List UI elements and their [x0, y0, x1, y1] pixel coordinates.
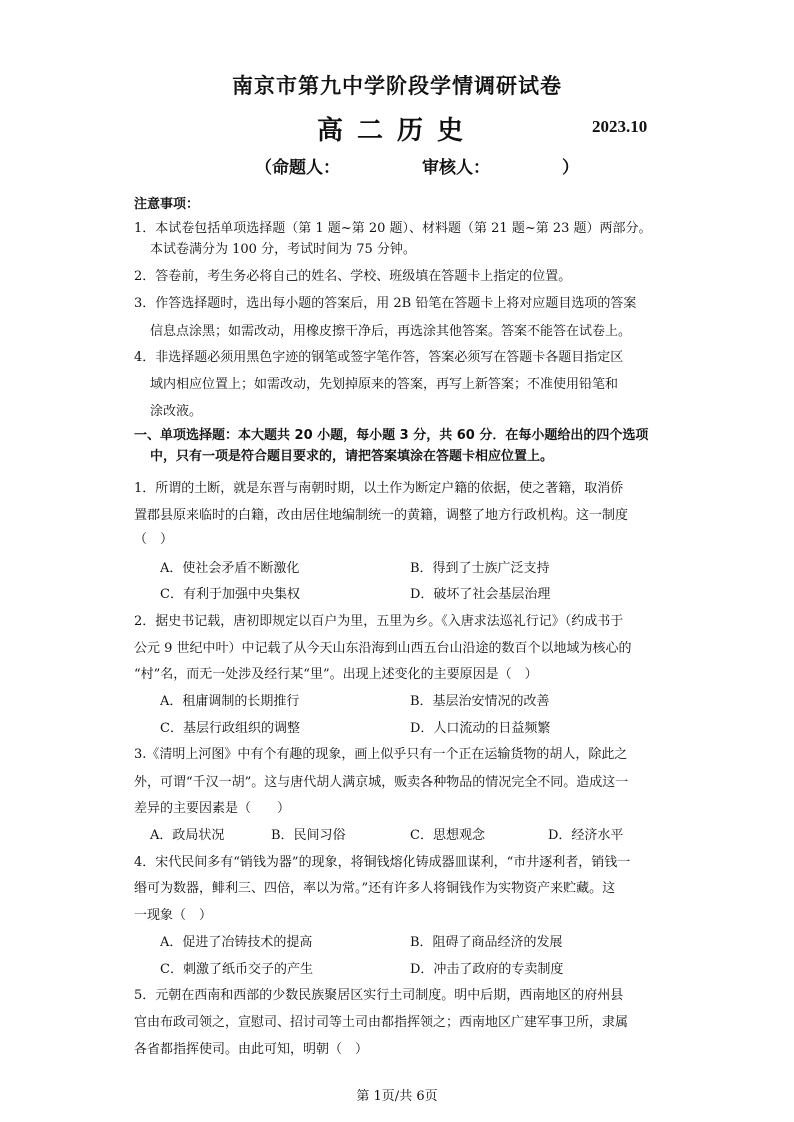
option-d[interactable]: D．破坏了社会基层治理 — [410, 587, 551, 602]
question-line: 置郡县原来临时的白籍，改由居住地编制统一的黄籍，调整了地方行政机构。这一制度 — [134, 508, 629, 523]
question-line: 2．据史书记载，唐初即规定以百户为里，五里为乡。《入唐求法巡礼行记》（约成书于 — [134, 614, 624, 629]
notice-line: 4．非选择题必须用黑色字迹的钢笔或签字笔作答，答案必须写在答题卡各题目指定区 — [134, 350, 624, 365]
school-title: 南京市第九中学阶段学情调研试卷 — [232, 74, 562, 98]
author-line — [255, 153, 579, 178]
author-label: （命题人： — [255, 158, 340, 178]
question-line: 一现象（ ） — [134, 908, 213, 923]
option-d[interactable]: D．经济水平 — [548, 828, 624, 843]
option-c[interactable]: C．刺激了纸币交子的产生 — [160, 962, 313, 977]
notice-line: 信息点涂黑；如需改动，用橡皮擦干净后，再选涂其他答案。答案不能答在试卷上。 — [150, 324, 632, 339]
option-b[interactable]: B．得到了士族广泛支持 — [410, 561, 550, 576]
notice-line: 域内相应位置上；如需改动，先划掉原来的答案，再写上新答案；不准使用铅笔和 — [150, 377, 619, 392]
question-line: 公元 9 世纪中叶）中记载了从今天山东沿海到山西五台山沿途的数百个以地域为核心的 — [134, 641, 632, 656]
notice-line: 本试卷满分为 100 分，考试时间为 75 分钟。 — [150, 242, 416, 257]
option-d[interactable]: D．冲击了政府的专卖制度 — [410, 962, 564, 977]
option-b[interactable]: B．基层治安情况的改善 — [410, 694, 550, 709]
question-line: 各省都指挥使司。由此可知，明朝（ ） — [134, 1042, 369, 1057]
question-line: 3.《清明上河图》中有个有趣的现象，画上似乎只有一个正在运输货物的胡人，除此之 — [134, 747, 628, 762]
section-heading: 中，只有一项是符合题目要求的，请把答案填涂在答题卡相应位置上。 — [150, 449, 554, 464]
close-paren: ） — [562, 158, 579, 178]
question-line: （ ） — [134, 532, 174, 547]
option-a[interactable]: A．促进了冶铸技术的提高 — [160, 935, 313, 950]
option-d[interactable]: D．人口流动的日益频繁 — [410, 721, 551, 736]
option-a[interactable]: A．使社会矛盾不断激化 — [160, 561, 300, 576]
subject-title: 高二历史 — [316, 116, 477, 146]
option-b[interactable]: B．民间习俗 — [271, 828, 346, 843]
notice-heading: 注意事项： — [134, 197, 200, 212]
option-a[interactable]: A．租庸调制的长期推行 — [160, 694, 300, 709]
notice-line: 涂改液。 — [150, 404, 203, 419]
reviewer-label: 审核人： — [422, 158, 490, 178]
exam-date: 2023.10 — [592, 117, 648, 136]
option-c[interactable]: C．思想观念 — [410, 828, 485, 843]
notice-line: 3．作答选择题时，选出每小题的答案后，用 2B 铅笔在答题卡上将对应题目选项的答案 — [134, 296, 637, 311]
question-line: “村”名，而无一处涉及经行某“里”。出现上述变化的主要原因是（ ） — [134, 667, 538, 682]
option-b[interactable]: B．阻碍了商品经济的发展 — [410, 935, 563, 950]
question-line: 1．所谓的土断，就是东晋与南朝时期，以土作为断定户籍的依据，使之著籍，取消侨 — [134, 481, 624, 496]
option-a[interactable]: A．政局状况 — [150, 828, 225, 843]
question-line: 5．元朝在西南和西部的少数民族聚居区实行土司制度。明中后期，西南地区的府州县 — [134, 988, 624, 1003]
notice-line: 2．答卷前，考生务必将自己的姓名、学校、班级填在答题卡上指定的位置。 — [134, 269, 572, 284]
question-line: 缗可为数器，鲱利三、四倍，率以为常。”还有许多人将铜钱作为实物资产来贮藏。这 — [134, 881, 616, 896]
question-line: 差异的主要因素是（ ） — [134, 801, 291, 816]
section-heading: 一、单项选择题：本大题共 20 小题，每小题 3 分，共 60 分．在每小题给出的四个选项 — [134, 428, 649, 443]
notice-line: 1．本试卷包括单项选择题（第 1 题~第 20 题）、材料题（第 21 题~第 23 题）两部分。 — [134, 221, 652, 236]
question-line: 4．宋代民间多有“销钱为器”的现象，将铜钱熔化铸成器皿谋利，“市井逐利者，销钱一 — [134, 855, 631, 870]
question-line: 外，可谓“千汉一胡”。这与唐代胡人满京城，贩卖各种物品的情况完全不同。造成这一 — [134, 775, 629, 790]
option-c[interactable]: C．有利于加强中央集权 — [160, 587, 300, 602]
option-c[interactable]: C．基层行政组织的调整 — [160, 721, 300, 736]
page-number: 第 1页/共 6页 — [356, 1089, 438, 1104]
question-line: 官由布政司领之，宣慰司、招讨司等土司由都指挥领之；西南地区广建军事卫所，隶属 — [134, 1015, 629, 1030]
